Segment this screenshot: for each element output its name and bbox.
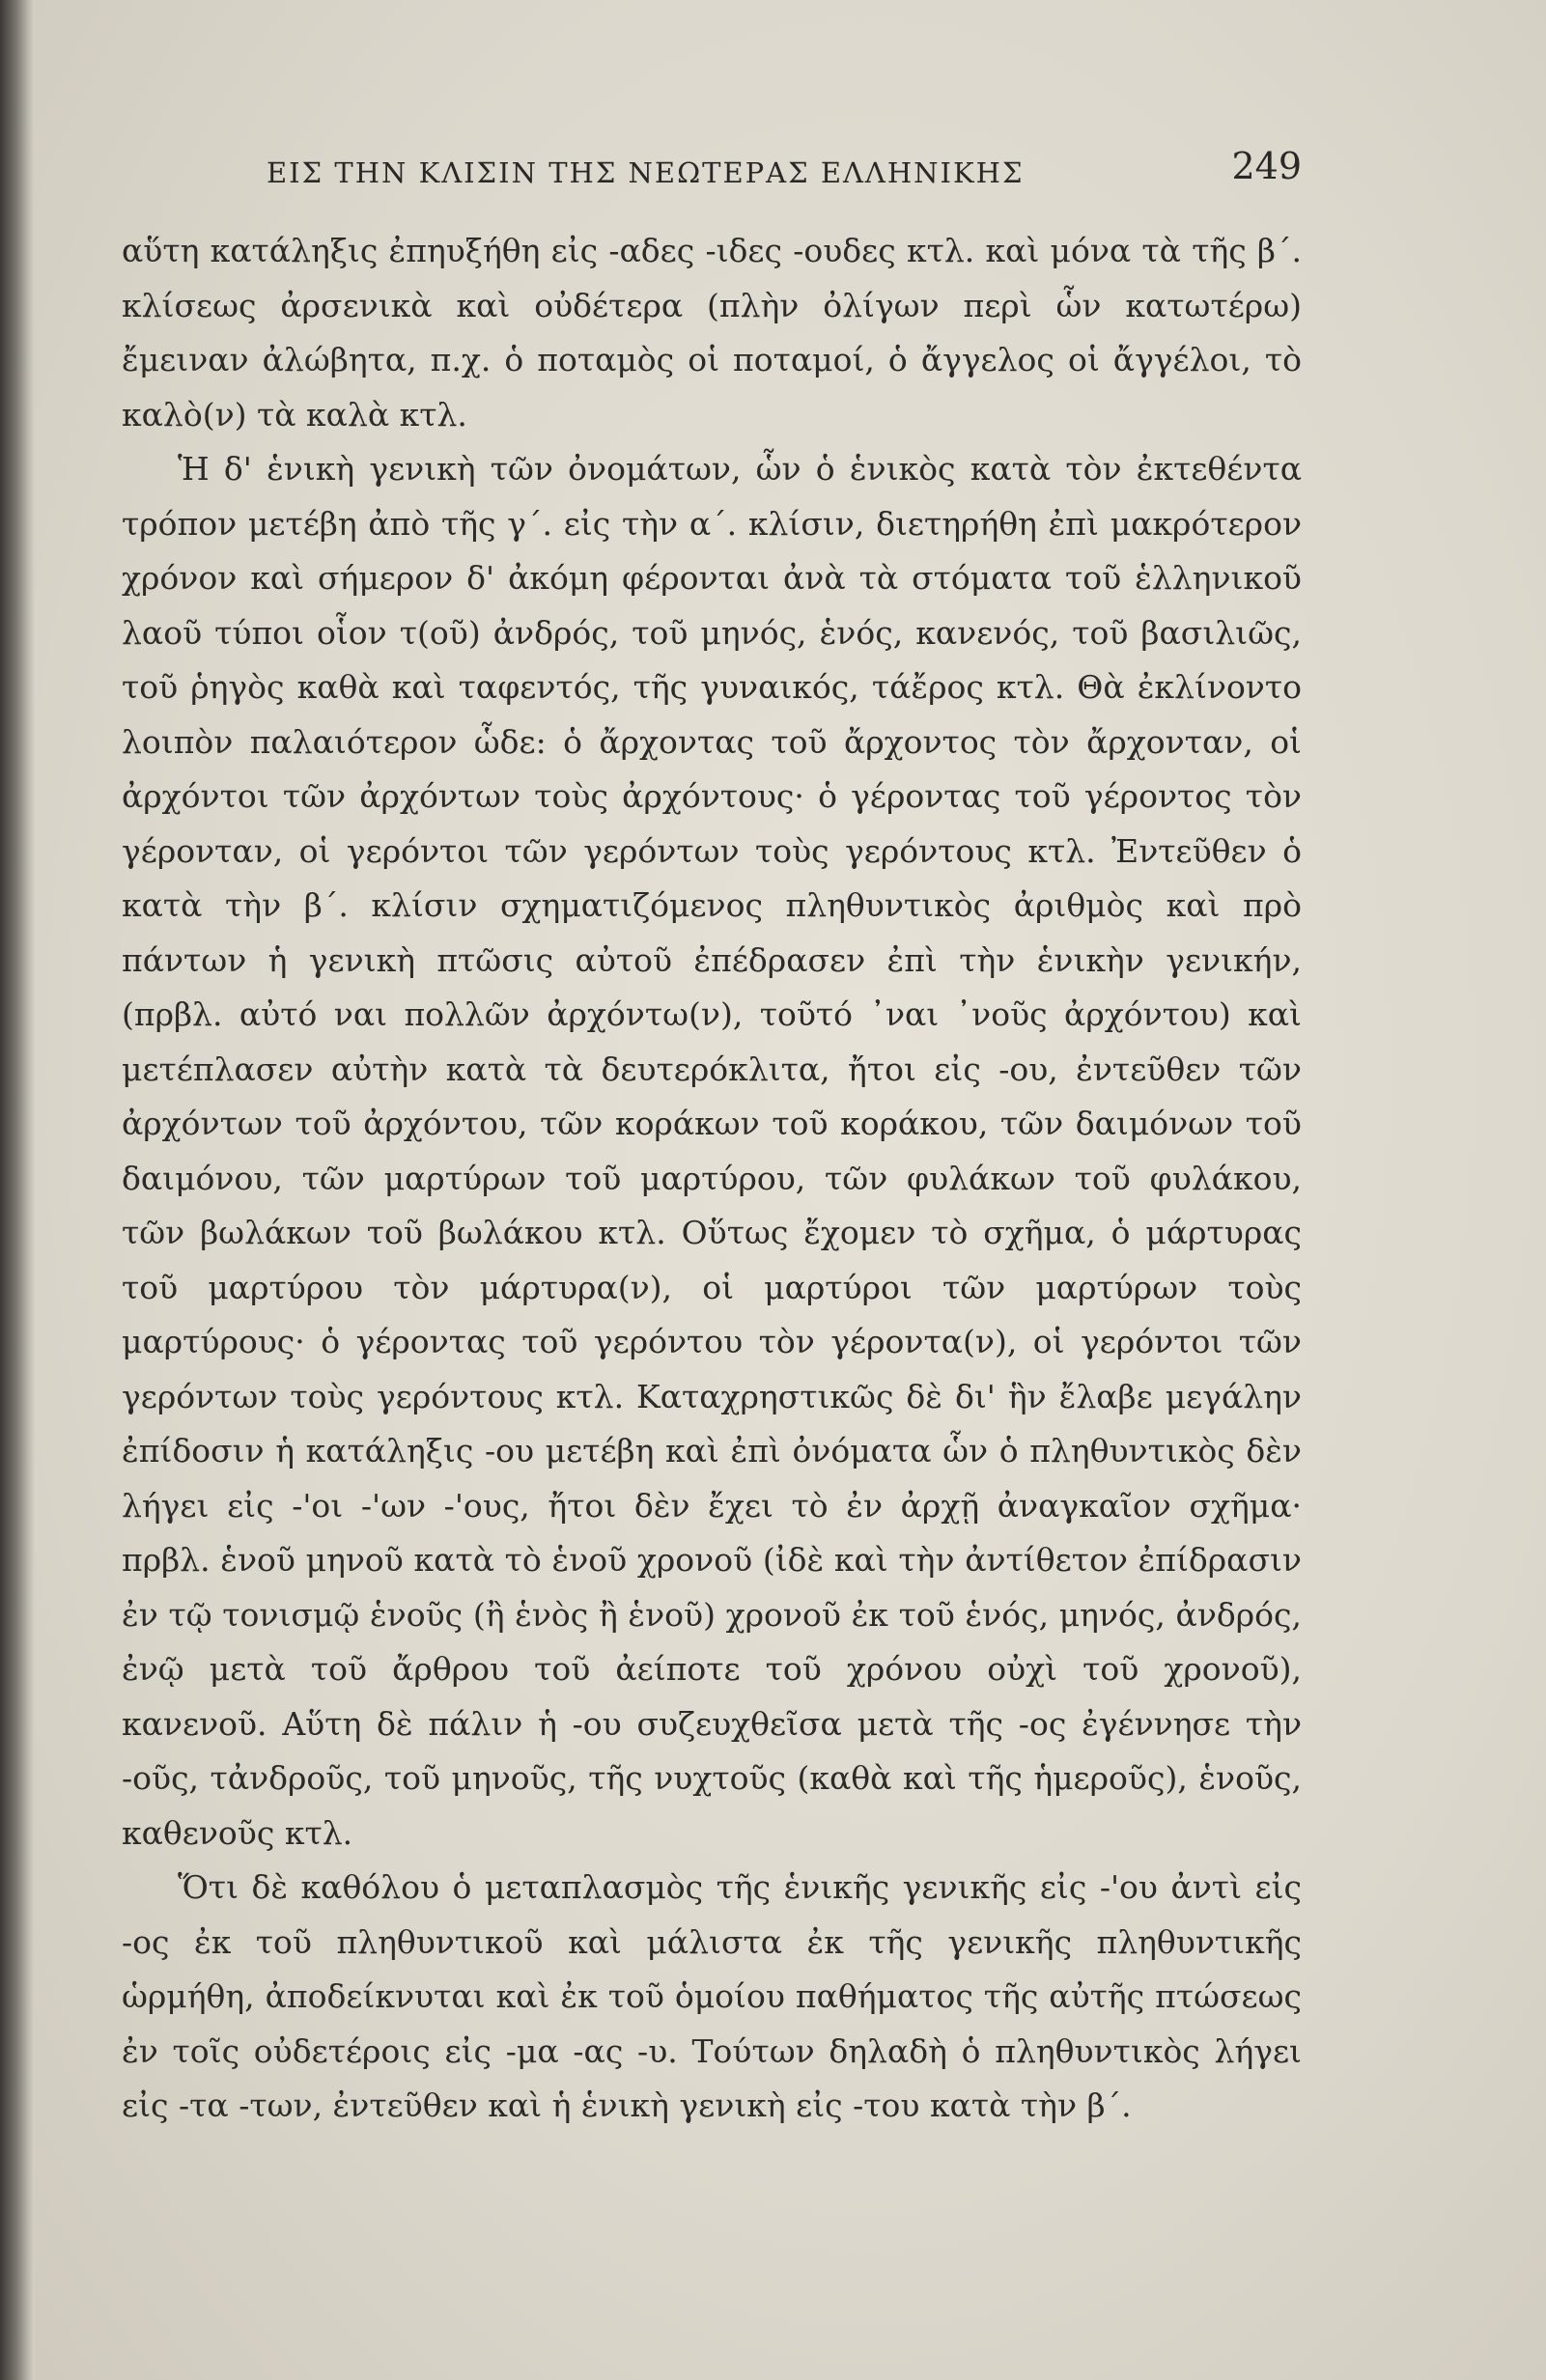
paragraph: αὕτη κατάληξις ἐπηυξήθη εἰς -αδες -ιδες -ουδες κτλ. καὶ μόνα τὰ τῆς β΄. κλίσεως ἀρσενικὰ καὶ οὐδέτερα (πλὴν ὀλίγων περὶ ὧν κατωτέρω) ἔμειναν ἀλώβητα, π.χ. ὁ ποταμὸς οἱ ποταμοί, ὁ ἄγγελος οἱ ἄγγέλοι, τὸ καλὸ(ν) τὰ καλὰ κτλ.	[122, 232, 1302, 434]
page-number: 249	[1231, 145, 1302, 187]
running-head: ΕΙΣ ΤΗΝ ΚΛΙΣΙΝ ΤΗΣ ΝΕΩΤΕΡΑΣ ΕΛΛΗΝΙΚΗΣ	[267, 156, 1025, 189]
paragraph: Ὅτι δὲ καθόλου ὁ μεταπλασμὸς τῆς ἑνικῆς γενικῆς εἰς -'ου ἀντὶ εἰς -ος ἐκ τοῦ πληθυντικοῦ καὶ μάλιστα ἐκ τῆς γενικῆς πληθυντικῆς ὡρμήθη, ἀποδείκνυται καὶ ἐκ τοῦ ὁμοίου παθήματος τῆς αὐτῆς πτώσεως ἐν τοῖς οὐδετέροις εἰς -μα -ας -υ. Τούτων δηλαδὴ ὁ πληθυντικὸς λήγει εἰς -τα -των, ἐντεῦθεν καὶ ἡ ἑνικὴ γενικὴ εἰς -του κατὰ τὴν β΄.	[122, 1868, 1302, 2124]
body-text	[122, 224, 1302, 2134]
page-header	[267, 145, 1302, 193]
book-page	[35, 0, 1546, 2380]
binding-shadow	[0, 0, 35, 2380]
paragraph: Ἡ δ' ἑνικὴ γενικὴ τῶν ὀνομάτων, ὧν ὁ ἑνικὸς κατὰ τὸν ἐκτεθέντα τρόπον μετέβη ἀπὸ τῆς γ΄. εἰς τὴν α΄. κλίσιν, διετηρήθη ἐπὶ μακρότερον χρόνον καὶ σήμερον δ' ἀκόμη φέρονται ἀνὰ τὰ στόματα τοῦ ἑλληνικοῦ λαοῦ τύποι οἷον τ(οῦ) ἀνδρός, τοῦ μηνός, ἑνός, κανενός, τοῦ βασιλιῶς, τοῦ ῥηγὸς καθὰ καὶ ταφεντός, τῆς γυναικός, τάἔρος κτλ. Θὰ ἐκλίνοντο λοιπὸν παλαιότερον ὧδε: ὁ ἄρχοντας τοῦ ἄρχοντος τὸν ἄρχονταν, οἱ ἀρχόντοι τῶν ἀρχόντων τοὺς ἀρχόντους· ὁ γέροντας τοῦ γέροντος τὸν γέρονταν, οἱ γερόντοι τῶν γερόντων τοὺς γερόντους κτλ. Ἐντεῦθεν ὁ κατὰ τὴν β΄. κλίσιν σχηματιζόμενος πληθυντικὸς ἀριθμὸς καὶ πρὸ πάντων ἡ γενικὴ πτῶσις αὐτοῦ ἐπέδρασεν ἐπὶ τὴν ἑνικὴν γενικήν, (πρβλ. αὐτό ναι πολλῶν ἀρχόντω(ν), τοῦτό ᾽ναι ᾽νοῦς ἀρχόντου) καὶ μετέπλασεν αὐτὴν κατὰ τὰ δευτερόκλιτα, ἤτοι εἰς -ου, ἐντεῦθεν τῶν ἀρχόντων τοῦ ἀρχόντου, τῶν κοράκων τοῦ κοράκου, τῶν δαιμόνων τοῦ δαιμόνου, τῶν μαρτύρων τοῦ μαρτύρου, τῶν φυλάκων τοῦ φυλάκου, τῶν βωλάκων τοῦ βωλάκου κτλ. Οὕτως ἔχομεν τὸ σχῆμα, ὁ μάρτυρας τοῦ μαρτύρου τὸν μάρτυρα(ν), οἱ μαρτύροι τῶν μαρτύρων τοὺς μαρτύρους· ὁ γέροντας τοῦ γερόντου τὸν γέροντα(ν), οἱ γερόντοι τῶν γερόντων τοὺς γερόντους κτλ. Καταχρηστικῶς δὲ δι' ἣν ἔλαβε μεγάλην ἐπίδοσιν ἡ κατάληξις -ου μετέβη καὶ ἐπὶ ὀνόματα ὧν ὁ πληθυντικὸς δὲν λήγει εἰς -'οι -'ων -'ους, ἤτοι δὲν ἔχει τὸ ἐν ἀρχῇ ἀναγκαῖον σχῆμα· πρβλ. ἑνοῦ μηνοῦ κατὰ τὸ ἑνοῦ χρονοῦ (ἰδὲ καὶ τὴν ἀντίθετον ἐπίδρασιν ἐν τῷ τονισμῷ ἑνοῦς (ἢ ἑνὸς ἢ ἑνοῦ) χρονοῦ ἐκ τοῦ ἑνός, μηνός, ἀνδρός, ἐνῷ μετὰ τοῦ ἄρθρου τοῦ ἀείποτε τοῦ χρόνου οὐχὶ τοῦ χρονοῦ), κανενοῦ. Αὕτη δὲ πάλιν ἡ -ου συζευχθεῖσα μετὰ τῆς -ος ἐγέννησε τὴν -οῦς, τἀνδροῦς, τοῦ μηνοῦς, τῆς νυχτοῦς (καθὰ καὶ τῆς ἡμεροῦς), ἑνοῦς, καθενοῦς κτλ.	[122, 450, 1302, 1852]
